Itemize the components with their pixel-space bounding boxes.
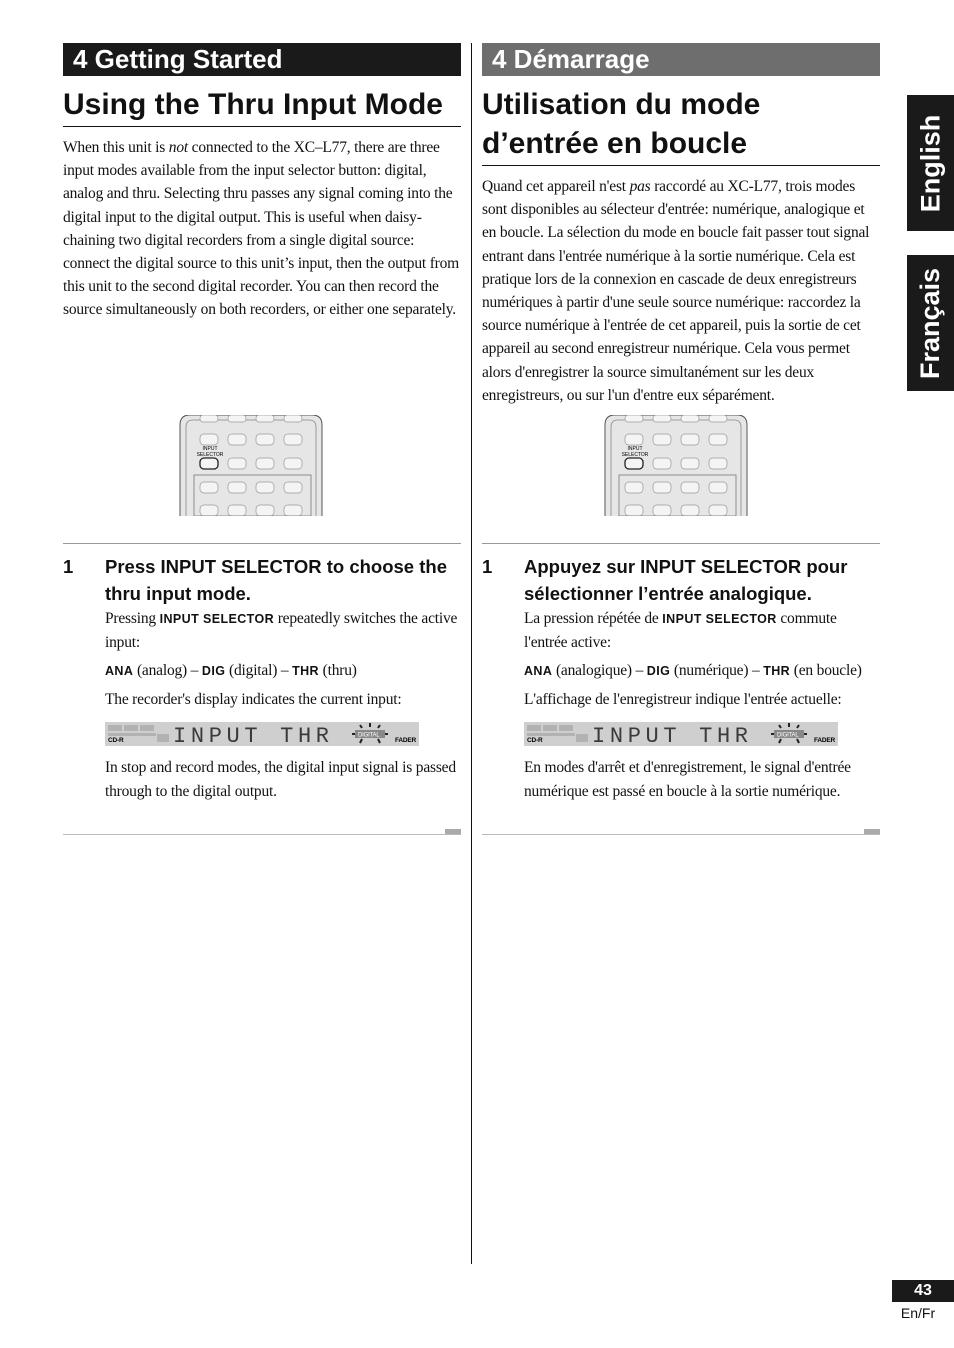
french-column [482,43,880,407]
lcd-display-fr [524,722,838,746]
remote-illustration-en [178,415,324,516]
page-heading-fr: Utilisation du mode d’entrée en boucle [482,85,880,166]
lcd-digital-indicator-fr: DIGITAL [777,732,799,739]
section-title-fr: 4 Démarrage [482,43,880,76]
section-end-rule-en [63,834,461,835]
page-number: 43 [892,1280,954,1302]
step-en [63,553,461,804]
step-fr [482,553,880,804]
intro-paragraph-en: When this unit is not connected to the XC–L77, there are three input modes available from the input selector button: digital, analog and thru. Selecting thru passes any signal coming into the digital input to the digital output. This is useful when daisy-chaining two digital recorders from a single digital source: connect the digital source to this unit’s input, then the output from this unit to the second digital recorder. You can then record the source simultaneously on both recorders, or either one separately. [63,139,460,319]
step-title-fr: Appuyez sur INPUT SELECTOR pour sélectionner l’entrée analogique. [524,556,848,604]
column-divider [471,43,472,1264]
step-heading-fr [482,553,880,607]
remote-label-line1-en: INPUT [202,446,218,452]
section-end-mark-fr [864,829,880,834]
english-column [63,43,461,322]
page-heading-en: Using the Thru Input Mode [63,85,461,127]
step-para-4-fr: En modes d'arrêt et d'enregistrement, le signal d'entrée numérique est passé en boucle à la sortie numérique. [524,759,851,800]
step-para-1-fr: La pression répétée de INPUT SELECTOR commute l'entrée active: [524,610,837,651]
step-body-en [105,607,461,804]
svg-text:CD-R: CD-R [108,737,124,744]
step-para-1-en: Pressing INPUT SELECTOR repeatedly switches the active input: [105,610,458,651]
lcd-main-text-fr: INPUT THR [592,724,754,746]
section-title-en: 4 Getting Started [63,43,461,76]
section-end-mark-en [445,829,461,834]
step-heading-en [63,553,461,607]
intro-paragraph-fr: Quand cet appareil n'est pas raccordé au XC-L77, trois modes sont disponibles au sélecteur d'entrée: numérique, analogique et en boucle. La sélection du mode en boucle fait passer tout signal entrant dans l'entrée numérique à la sortie numérique. Cela est pratique lors de la connexion en cascade de deux enregistreurs numériques à partir d'une seule source numérique: raccordez la source numérique à l'entrée de cet appareil, puis la sortie de cet appareil au second enregistreur numérique. Cela vous permet alors d'enregistrer la source simultanément sur les deux enregistreurs, ou sur l'un d'entre eux séparément. [482,178,870,404]
step-para-4-en: In stop and record modes, the digital input signal is passed through to the digital output. [105,759,456,800]
step-para-3-en: The recorder's display indicates the current input: [105,691,402,708]
step-top-rule-fr [482,543,880,544]
lcd-digital-indicator-en: DIGITAL [358,732,380,739]
remote-illustration-fr [603,415,749,516]
section-end-rule-fr [482,834,880,835]
input-selector-button-en [200,458,218,469]
lcd-main-text-en: INPUT THR [173,724,335,746]
step-body-fr [524,607,880,804]
lcd-display-en [105,722,419,746]
page-language-code: En/Fr [900,1305,936,1321]
svg-text:FADER: FADER [814,737,836,744]
step-title-en: Press INPUT SELECTOR to choose the thru input mode. [105,556,447,604]
mode-sequence-fr: ANA (analogique) – DIG (numérique) – THR (en boucle) [524,662,862,679]
step-top-rule-en [63,543,461,544]
input-selector-button-fr [625,458,643,469]
remote-label-line2-fr: SELECTOR [621,452,649,458]
side-tab-english: English [907,95,954,231]
step-number-en: 1 [63,556,74,577]
remote-label-line2-en: SELECTOR [196,452,224,458]
remote-label-line1-fr: INPUT [627,446,643,452]
svg-text:CD-R: CD-R [527,737,543,744]
step-para-3-fr: L'affichage de l'enregistreur indique l'entrée actuelle: [524,691,842,708]
mode-sequence-en: ANA (analog) – DIG (digital) – THR (thru) [105,662,357,679]
side-tab-francais: Français [907,255,954,391]
step-number-fr: 1 [482,556,493,577]
svg-text:FADER: FADER [395,737,417,744]
